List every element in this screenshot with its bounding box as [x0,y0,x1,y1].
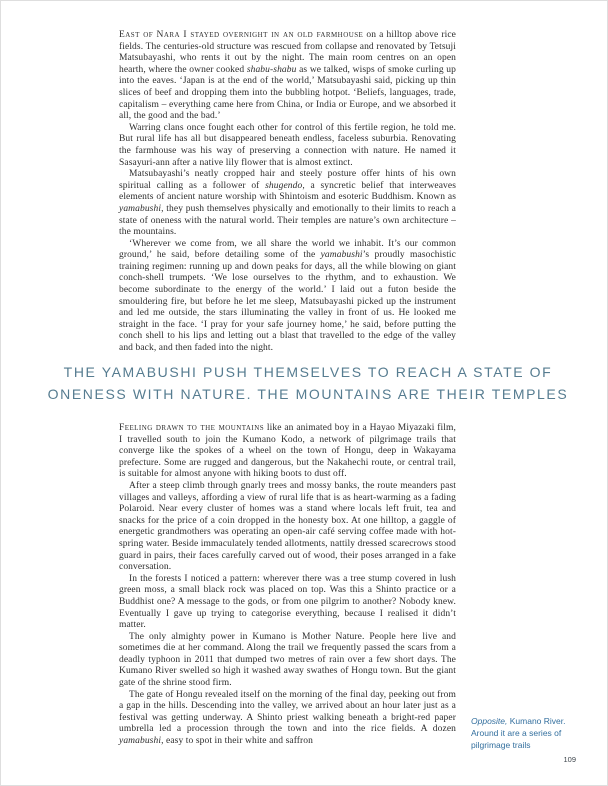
paragraph [119,239,456,355]
paragraph [119,30,456,123]
text-segment: Kumano River. Around it are a series of pilgrimage trails [471,716,566,750]
text-segment: , a syncretic belief that interweaves elements of ancient nature worship with Shintoism and esoteric Buddhism. Known as [119,180,456,203]
photo-caption [471,715,579,751]
text-segment: Matsubayashi’s neatly cropped hair and steely posture offer hints of his own spiritual calling as a follower of [119,169,456,191]
pull-quote [17,361,599,405]
text-segment: yamabushi [320,250,363,261]
text-segment: In the forests I noticed a pattern: wherever there was a tree stump covered in lush green moss, a small black rock was placed on top. Was this a Shinto practice or a Buddhist one? A message to the gods, or from one pilgrim to another? Nobody knew. Eventually I gave up trying to categorise everything, because I realised it didn’t matter. [119,573,456,631]
text-segment: , they push themselves physically and emotionally to their limits to reach a state of oneness with the natural world. Their temples are nature’s own architecture – the mountains. [119,203,456,238]
text-segment: Feeling drawn to the mountains [119,423,265,433]
paragraph [119,481,456,574]
paragraph [119,574,456,632]
pull-quote-line-1: THE YAMABUSHI PUSH THEMSELVES TO REACH A STATE OF [63,364,553,380]
pull-quote-line-2: ONENESS WITH NATURE. THE MOUNTAINS ARE THEIR TEMPLES [47,386,569,402]
text-segment: Warring clans once fought each other for control of this fertile region, he told me. But rural life has all but disappeared beneath endless, faceless suburbia. Renovating the farmhouse was his way of preserving a connection with nature. He named it Sasayuri-ann after a native lily flower that is almost extinct. [119,122,456,168]
text-segment: East of Nara I stayed overnight in an old farmhouse [119,30,364,40]
paragraph [119,123,456,169]
article-section-1 [119,30,456,355]
text-segment: yamabushi [119,203,162,214]
paragraph [119,423,456,481]
text-segment: shabu-shabu [246,64,297,75]
text-segment: like an animated boy in a Hayao Miyazaki film, I travelled south to join the Kumano Kodo, a network of pilgrimage trails that converge like the spokes of a wheel on the town of Hongu, deep in Wakayama prefecture. Some are rugged and dangerous, but the Nakahechi route, or central trail, is suitable for almost anyone with hiking boots to dust off. [119,423,456,480]
text-segment: on a hilltop above rice fields. The centuries-old structure was rescued from collapse and renovated by Tetsuji Matsubayashi, who rents it out by the night. The main room centres on an open hearth, where the owner cooked [119,30,456,75]
text-segment: as we talked, wisps of smoke curling up into the eaves. ‘Japan is at the end of the world,’ Matsubayashi said, picking up thin slices of beef and dropping them into the bubbling hotpot. ‘Beliefs, languages, trade, capitalism – everything came here from China, or India or Europe, and we absorbed it all, the good and the bad.’ [119,64,456,122]
text-segment: ‘Wherever we come from, we all share the world we inhabit. It’s our common ground,’ he said, before detailing some of the [119,238,456,261]
text-segment: After a steep climb through gnarly trees and mossy banks, the route meanders past villages and valleys, affording a view of rural life that is as heart-warming as a fading Polaroid. Near every cluster of homes was a stand where locals left fruit, tea and snacks for the price of a coin dropped in the honesty box. At one hilltop, a gaggle of energetic grandmothers was operating an open-air café serving coffee made with hot-spring water. Beside immaculately tended allotments, nattily dressed scarecrows stood guard in pairs, their faces carefully carved out of wood, their poses arranged in a fake conversation. [119,480,456,573]
text-segment: , easy to spot in their white and saffron [161,736,314,747]
paragraph [119,690,456,748]
article-section-2 [119,423,456,748]
text-segment: The gate of Hongu revealed itself on the morning of the final day, peeking out from a gap in the hills. Descending into the valley, we arrived about an hour later just as a festival was getting underway. A Shinto priest walking beneath a bright-red paper umbrella led a procession through the town and into the rice fields. A dozen [119,689,456,735]
text-segment: The only almighty power in Kumano is Mother Nature. People here live and sometimes die at her command. Along the trail we frequently passed the scars from a deadly typhoon in 2011 that dumped two metres of rain over a few short days. The Kumano River swelled so high it washed away swathes of Hongu town. But the giant gate of the shrine stood firm. [119,631,456,689]
text-segment: Opposite, [471,716,508,726]
page-number: 109 [563,755,576,764]
text-segment: ’s proudly masochistic training regimen: running up and down peaks for days, all the while blowing on giant conch-shell trumpets. ‘We lose ourselves to the rhythm, and to exhaustion. We become subordinate to the energy of the world.’ I laid out a futon beside the smouldering fire, but before he let me sleep, Matsubayashi picked up the instrument and led me outside, the stars illuminating the valley in front of us. He looked me straight in the face. ‘I pray for your safe journey home,’ he said, before putting the conch shell to his lips and letting out a blast that travelled to the edge of the valley and back, and then faded into the night. [119,250,456,354]
paragraph [119,169,456,239]
text-segment: yamabushi [119,736,162,747]
text-segment: shugendo [265,180,303,191]
paragraph [119,632,456,690]
